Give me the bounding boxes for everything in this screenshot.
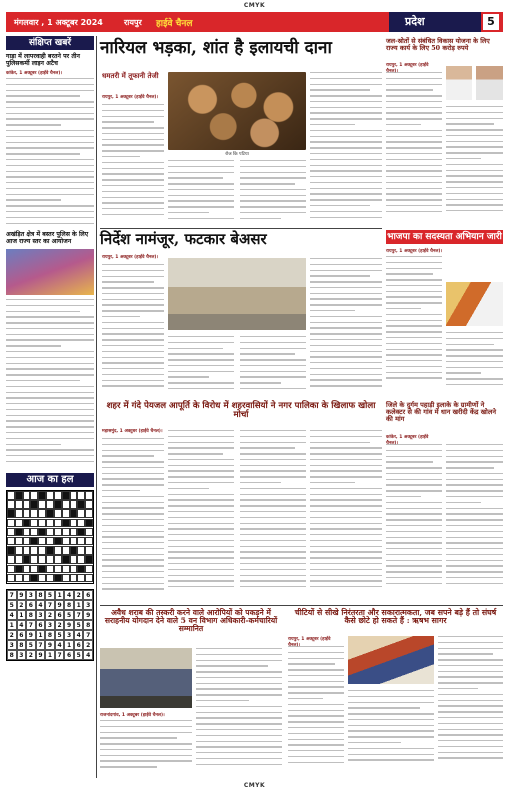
brief2-headline: अखंड़ित क्षेत्र में बस्तर पुलिस के लिए आज राज्य स्तर का आयोजन bbox=[6, 231, 89, 245]
brief1-dateline: कांकेर, 1 अक्टूबर (हाईवे चैनल)। bbox=[6, 71, 63, 76]
water-headline: शहर में गंदे पेयजल आपूर्ति के विरोध में शहरवासियों ने नगर पालिका के खिलाफ खोला मोर्चा bbox=[106, 401, 376, 421]
liquor-body-col2 bbox=[196, 648, 282, 776]
portrait-photo-1 bbox=[446, 66, 472, 100]
puzzle-header: आज का हल bbox=[6, 473, 94, 487]
bjp-photo bbox=[446, 282, 503, 326]
print-mark-bottom: CMYK bbox=[243, 782, 266, 789]
top-right-dateline: रायपुर, 1 अक्टूबर (हाईवे bbox=[386, 63, 429, 68]
nirdesh-body-col3 bbox=[240, 336, 306, 396]
liquor-headline: अवैध शराब की तस्करी करने वाले आरोपियों को पकड़ने में सराहनीय योगदान देने वाले 5 वन विभाग अधिकारी-कर्मचारियों सम्मानित bbox=[104, 608, 278, 633]
print-mark-top: CMYK bbox=[243, 2, 266, 9]
portrait-photo-2 bbox=[476, 66, 503, 100]
event-photo bbox=[348, 636, 434, 684]
bjp-body-col1 bbox=[386, 256, 442, 396]
section-name: प्रदेश bbox=[389, 12, 481, 32]
brief1-headline: गाड़ा में लापरवाही बरतने पर तीन पुलिसकर्मी लाइन अटैच bbox=[6, 53, 80, 67]
nirdesh-dateline: रायपुर, 1 अक्टूबर (हाईवे चैनल)। bbox=[102, 255, 159, 260]
nirdesh-body-col2 bbox=[168, 336, 234, 396]
water-body-col2 bbox=[168, 430, 234, 602]
water-dateline: महासमुंद, 1 अक्टूबर (हाईवे चैनल)। bbox=[102, 429, 163, 434]
left-column bbox=[6, 36, 94, 778]
village-headline: जिले के दुर्गम पहाड़ी इलाके के ग्रामीणों ने कलेक्टर से की गांव में धान खरीदी केंद्र खोलने की मांग bbox=[386, 401, 496, 423]
officers-photo bbox=[100, 648, 192, 708]
brief2-body bbox=[6, 299, 94, 467]
ants-body-col1 bbox=[288, 646, 344, 776]
lead-photo-caption: रोज कि पटिया bbox=[225, 152, 249, 157]
ants-body-col3 bbox=[438, 636, 503, 776]
bjp-headline: भाजपा का सदस्यता अभियान जारी bbox=[387, 232, 502, 242]
newspaper-brand: हाईवे चैनल bbox=[156, 19, 193, 29]
briefs-header: संक्षिप्त खबरें bbox=[6, 36, 94, 50]
crossword-solution bbox=[6, 490, 94, 584]
horizontal-rule-2 bbox=[100, 605, 503, 606]
sudoku-solution: 7 9 3 8 5 1 4 2 6 5 2 6 4 7 9 8 1 3 4 1 8 3 2 6 5 7 9 1 4 7 6 3 2 9 5 8 2 6 9 1 8 5 3 4 7 3 8 5 7 9 4 1 6 2 8 3 2 9 1 7 6 5 4 bbox=[6, 589, 94, 661]
page-number: 5 bbox=[483, 14, 499, 30]
bjp-dateline: रायपुर, 1 अक्टूबर (हाईवे चैनल)। bbox=[386, 249, 443, 254]
horizontal-rule bbox=[100, 228, 382, 229]
lead-dateline: रायपुर, 1 अक्टूबर (हाईवे चैनल)। bbox=[102, 95, 159, 100]
office-building-photo bbox=[168, 258, 306, 330]
ants-headline: चीटियों से सीखे निरंतरता और सकारात्मकता, जब सपने बड़े हैं तो संघर्ष कैसे छोटे हो सकते हैं : ऋषभ सागर bbox=[294, 608, 497, 626]
top-right-body-col1 bbox=[386, 72, 442, 226]
brief2-photo bbox=[6, 249, 94, 295]
ants-dateline: रायपुर, 1 अक्टूबर (हाईवे bbox=[288, 637, 331, 642]
water-body-col4 bbox=[310, 430, 382, 602]
lead-headline: नारियल भड़का, शांत है इलायची दाना bbox=[100, 38, 332, 58]
masthead-bar bbox=[6, 12, 503, 32]
nirdesh-headline: निर्देश नामंजूर, फटकार बेअसर bbox=[100, 230, 267, 248]
top-right-body-col2 bbox=[446, 106, 503, 226]
column-divider bbox=[96, 36, 97, 778]
ants-body-col2 bbox=[348, 690, 434, 776]
bjp-body-col2 bbox=[446, 332, 503, 396]
liquor-dateline: राजनांदगांव, 1 अक्टूबर (हाईवे चैनल)। bbox=[100, 713, 165, 718]
top-right-headline: जल-स्रोतों से संबंधित विकास योजना के लिए राज्य कार्य के लिए 50 करोड़ रुपये bbox=[386, 37, 490, 52]
lead-body-col4 bbox=[310, 72, 382, 228]
lead-body-col2 bbox=[168, 160, 234, 226]
issue-date: मंगलवार , 1 अक्टूबर 2024 bbox=[14, 18, 103, 27]
nirdesh-body-col4 bbox=[310, 258, 382, 398]
edition-city: रायपुर bbox=[124, 18, 142, 27]
village-body-col1 bbox=[386, 444, 442, 602]
water-body-col3 bbox=[240, 430, 306, 602]
lead-body-col3 bbox=[240, 160, 306, 226]
lead-body-col1 bbox=[102, 104, 164, 224]
liquor-body-col1 bbox=[100, 720, 192, 776]
nirdesh-body-col1 bbox=[102, 264, 164, 394]
water-body-col1 bbox=[102, 438, 164, 602]
lead-kicker: धमतरी में तूफानी तेजी bbox=[102, 71, 159, 80]
village-body-col2 bbox=[446, 444, 503, 602]
village-dateline: कांकेर, 1 अक्टूबर (हाईवे bbox=[386, 435, 429, 440]
brief1-body bbox=[6, 78, 94, 228]
coconut-photo bbox=[168, 72, 306, 150]
